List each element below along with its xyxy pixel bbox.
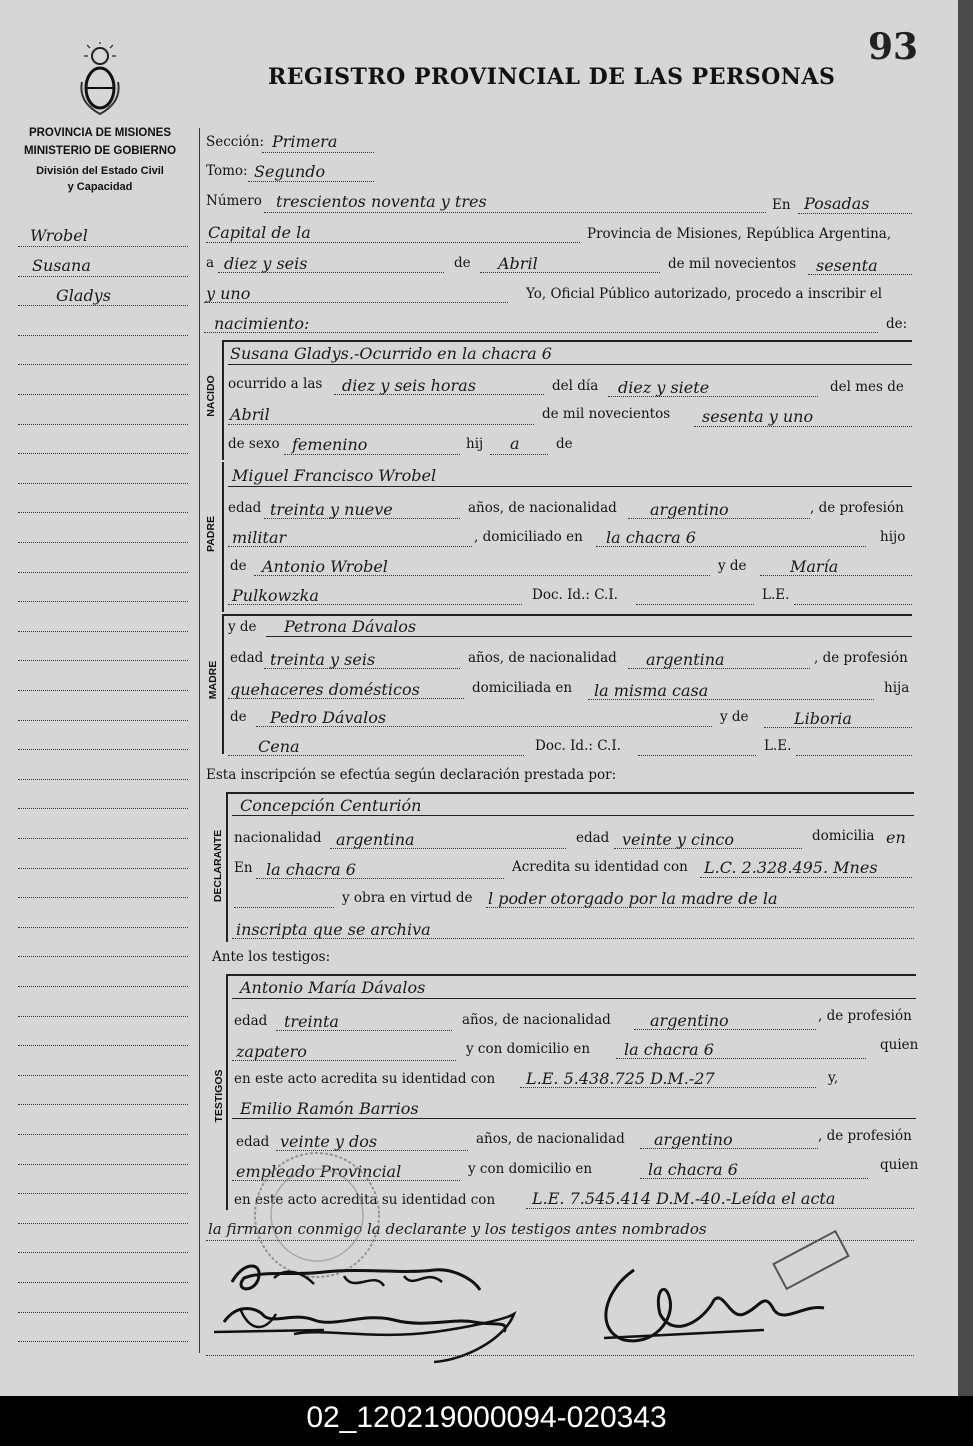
value-madre-nombre: Petrona Dávalos: [284, 617, 417, 636]
header-division: División del Estado Civil: [36, 165, 164, 177]
line: [700, 877, 912, 878]
value-madre-dom: la misma casa: [594, 681, 709, 700]
value-en: Posadas: [804, 194, 870, 213]
value-madre-madre2: Cena: [258, 737, 300, 756]
line: [228, 604, 522, 605]
label-obra: y obra en virtud de: [342, 890, 473, 906]
line: [796, 755, 912, 756]
line: [634, 1029, 816, 1030]
label-y-de-madre2: y de: [720, 709, 749, 725]
value-padre-nombre: Miguel Francisco Wrobel: [232, 466, 437, 485]
line: [640, 1148, 818, 1149]
label-de: de: [454, 255, 471, 271]
label-dom-t1: y con domicilio en: [466, 1041, 591, 1057]
value-t1-edad: treinta: [284, 1012, 339, 1031]
line: [614, 848, 802, 849]
line: [264, 668, 460, 669]
margin-line: [18, 1134, 188, 1135]
label-anios-madre: años, de nacionalidad: [468, 650, 617, 666]
line: [588, 699, 874, 700]
line: [480, 272, 660, 273]
label-acredita: Acredita su identidad con: [512, 859, 688, 875]
value-nacido-nombre: Susana Gladys.-Ocurrido en la chacra 6: [230, 344, 552, 363]
value-padre-madre2: Pulkowzka: [232, 586, 319, 605]
margin-first-name: Susana: [32, 256, 91, 275]
label-de-colon: de:: [886, 316, 908, 332]
label-de-madre-padre: de: [230, 709, 247, 725]
header-capacity: y Capacidad: [67, 181, 133, 193]
label-en: En: [772, 197, 791, 213]
value-decl-edad: veinte y cinco: [622, 830, 735, 849]
line: [232, 998, 916, 999]
header-province: PROVINCIA DE MISIONES: [28, 127, 172, 139]
line: [256, 726, 712, 727]
margin-line: [18, 1104, 188, 1105]
margin-line: [18, 720, 188, 721]
label-anios-t1: años, de nacionalidad: [462, 1012, 611, 1028]
margin-line: [18, 572, 188, 573]
line: [334, 394, 544, 395]
footer-code: 02_120219000094-020343: [0, 1396, 973, 1446]
line: [284, 454, 460, 455]
line: [206, 1355, 914, 1356]
margin-line: [18, 1045, 188, 1046]
margin-line: [18, 1312, 188, 1313]
label-hija: hija: [884, 680, 910, 696]
margin-line: [18, 1164, 188, 1165]
value-t1-prof: zapatero: [236, 1042, 307, 1061]
label-y-de-madre: y de: [228, 619, 257, 635]
line: [616, 1058, 866, 1059]
value-mes-nac: Abril: [230, 405, 270, 424]
label-numero: Número: [206, 193, 262, 209]
label-tomo: Tomo:: [206, 163, 248, 179]
page-edge: [958, 0, 973, 1396]
line: [794, 604, 912, 605]
line: [204, 332, 878, 333]
label-provincia: Provincia de Misiones, República Argentina,: [587, 226, 892, 242]
line: [234, 907, 334, 908]
line: [232, 815, 914, 816]
value-dia: diez y seis: [224, 254, 308, 273]
label-del-mes: del mes de: [830, 379, 904, 395]
label-del-dia: del día: [552, 378, 599, 394]
value-t2-prof: empleado Provincial: [236, 1162, 402, 1181]
line: [204, 302, 508, 303]
label-sexo: de sexo: [228, 436, 280, 452]
margin-line: [18, 779, 188, 780]
margin-line: [18, 276, 188, 277]
margin-line: [18, 1193, 188, 1194]
line: [638, 755, 756, 756]
line: [256, 878, 504, 879]
margin-line: [18, 601, 188, 602]
label-y-t1: y,: [828, 1070, 839, 1086]
label-seccion: Sección:: [206, 134, 265, 150]
line: [520, 1087, 816, 1088]
line: [248, 181, 374, 182]
line: [228, 486, 912, 487]
label-domiciliado: , domiciliado en: [474, 529, 583, 545]
label-de-padre-padre: de: [230, 558, 247, 574]
value-cierre: la firmaron conmigo la declarante y los testigos antes nombrados: [208, 1220, 707, 1238]
line: [206, 242, 580, 243]
label-yo: Yo, Oficial Público autorizado, procedo a inscribir el: [526, 286, 883, 302]
label-prof-t1: , de profesión: [818, 1008, 912, 1024]
line: [276, 1030, 452, 1031]
line: [232, 1060, 456, 1061]
label-acto-t1: en este acto acredita su identidad con: [234, 1071, 496, 1087]
value-dia-nac: diez y siete: [618, 378, 710, 397]
line: [264, 212, 766, 213]
margin-line: [18, 542, 188, 543]
header-ministry: MINISTERIO DE GOBIERNO: [23, 145, 177, 157]
label-inscripcion: Esta inscripción se efectúa según declaración prestada por:: [206, 767, 617, 783]
margin-line: [18, 838, 188, 839]
margin-line: [18, 364, 188, 365]
value-decl-id: L.C. 2.328.495. Mnes: [704, 858, 878, 877]
line: [232, 1118, 916, 1119]
value-madre-padre: Pedro Dávalos: [270, 708, 387, 727]
signatures-icon: [204, 1250, 924, 1370]
line: [764, 727, 912, 728]
value-decl-dom-a: en: [886, 828, 906, 847]
margin-line: [18, 335, 188, 336]
margin-line: [18, 483, 188, 484]
line: [228, 364, 912, 365]
margin-line: [18, 394, 188, 395]
label-prof-padre: , de profesión: [810, 500, 904, 516]
margin-line: [18, 246, 188, 247]
label-prof-madre: , de profesión: [814, 650, 908, 666]
label-ante: Ante los testigos:: [212, 949, 331, 965]
value-sexo: femenino: [292, 435, 368, 454]
line: [330, 848, 566, 849]
label-y-de-padre: y de: [718, 558, 747, 574]
label-en-decl: En: [234, 860, 253, 876]
line: [218, 272, 444, 273]
value-madre-madre: Liboria: [794, 709, 852, 728]
value-numero: trescientos noventa y tres: [276, 192, 487, 211]
margin-line: [18, 808, 188, 809]
label-anios-padre: años, de nacionalidad: [468, 500, 617, 516]
section-label-testigos: TESTIGOS: [213, 1069, 225, 1123]
section-label-declarante: DECLARANTE: [212, 829, 224, 903]
line: [228, 424, 534, 425]
value-madre-nac: argentina: [646, 650, 725, 669]
page-number: 93: [868, 26, 919, 68]
section-label-nacido: NACIDO: [205, 375, 217, 417]
line: [596, 546, 866, 547]
value-hij-suffix: a: [510, 434, 520, 453]
label-domicilia: domicilia: [812, 828, 875, 844]
margin-line: [18, 986, 188, 987]
value-tomo: Segundo: [254, 162, 326, 181]
label-nacionalidad-decl: nacionalidad: [234, 830, 322, 846]
margin-line: [18, 1341, 188, 1342]
label-edad-t2: edad: [236, 1134, 270, 1150]
margin-line: [18, 660, 188, 661]
value-t2-nac: argentino: [654, 1130, 733, 1149]
value-decl-nac: argentina: [336, 830, 415, 849]
margin-line: [18, 868, 188, 869]
label-doc-padre: Doc. Id.: C.I.: [532, 587, 618, 603]
section-top-rule: [226, 792, 914, 794]
margin-line: [18, 631, 188, 632]
margin-line: [18, 1282, 188, 1283]
value-decl-poder: l poder otorgado por la madre de la: [488, 889, 778, 908]
label-prof-t2: , de profesión: [818, 1128, 912, 1144]
margin-line: [18, 956, 188, 957]
value-padre-edad: treinta y nueve: [270, 500, 393, 519]
value-t1-id: L.E. 5.438.725 D.M.-27: [526, 1069, 715, 1088]
line: [262, 152, 374, 153]
value-t1-nombre: Antonio María Dávalos: [240, 978, 426, 997]
value-hora: diez y seis horas: [342, 376, 476, 395]
label-le-madre: L.E.: [764, 738, 792, 754]
label-dom-t2: y con domicilio en: [468, 1161, 593, 1177]
value-anio2: y uno: [206, 284, 251, 303]
section-rule: [226, 792, 228, 942]
label-edad-madre: edad: [230, 650, 264, 666]
line: [760, 575, 912, 576]
line: [264, 518, 460, 519]
margin-line: [18, 690, 188, 691]
line: [694, 426, 912, 427]
label-quien-t2: quien: [880, 1157, 919, 1173]
line: [628, 668, 810, 669]
label-le-padre: L.E.: [762, 587, 790, 603]
section-top-rule: [222, 340, 912, 342]
label-de-mil: de mil novecientos: [668, 256, 797, 272]
margin-line: [18, 1252, 188, 1253]
value-acto: nacimiento:: [214, 314, 310, 333]
value-mes: Abril: [498, 254, 538, 273]
value-t2-dom: la chacra 6: [648, 1160, 738, 1179]
line: [640, 1178, 868, 1179]
margin-line: [18, 512, 188, 513]
margin-line: [18, 1223, 188, 1224]
label-acto-t2: en este acto acredita su identidad con: [234, 1192, 496, 1208]
line: [266, 636, 912, 637]
line: [254, 575, 710, 576]
margin-line: [18, 1075, 188, 1076]
section-rule: [222, 462, 224, 612]
value-madre-prof: quehaceres domésticos: [230, 680, 420, 699]
line: [490, 454, 548, 455]
label-de-padres: de: [556, 436, 573, 452]
margin-line: [18, 749, 188, 750]
value-t2-nombre: Emilio Ramón Barrios: [240, 1099, 419, 1118]
margin-surname: Wrobel: [30, 226, 88, 245]
margin-line: [18, 897, 188, 898]
value-decl-poder2: inscripta que se archiva: [236, 920, 431, 939]
line: [608, 396, 818, 397]
label-anios-t2: años, de nacionalidad: [476, 1131, 625, 1147]
label-quien-t1: quien: [880, 1037, 919, 1053]
label-edad-padre: edad: [228, 500, 262, 516]
value-seccion: Primera: [272, 132, 338, 151]
value-padre-madre: María: [790, 557, 839, 576]
margin-line: [18, 305, 188, 306]
margin-line: [18, 1016, 188, 1017]
section-label-padre: PADRE: [205, 516, 217, 552]
value-t1-dom: la chacra 6: [624, 1040, 714, 1059]
value-t2-edad: veinte y dos: [280, 1132, 378, 1151]
label-edad-t1: edad: [234, 1013, 268, 1029]
label-hijo: hijo: [880, 529, 906, 545]
line: [228, 546, 472, 547]
value-anio: sesenta: [816, 256, 878, 275]
section-rule: [222, 614, 224, 754]
label-ocurrido: ocurrido a las: [228, 376, 323, 392]
line: [636, 604, 754, 605]
label-hij: hij: [466, 436, 484, 452]
value-madre-edad: treinta y seis: [270, 650, 376, 669]
line: [228, 698, 464, 699]
label-doc-madre: Doc. Id.: C.I.: [535, 738, 621, 754]
value-decl-dom: la chacra 6: [266, 860, 356, 879]
value-t1-nac: argentino: [650, 1011, 729, 1030]
label-de-mil2: de mil novecientos: [542, 406, 671, 422]
coat-of-arms-icon: [78, 42, 122, 116]
margin-second-name: Gladys: [56, 286, 111, 305]
line: [228, 755, 524, 756]
line: [628, 518, 810, 519]
label-edad-decl: edad: [576, 830, 610, 846]
value-decl-nombre: Concepción Centurión: [240, 796, 422, 815]
line: [486, 907, 914, 908]
section-top-rule: [226, 974, 916, 976]
label-domiciliada: domiciliada en: [472, 680, 573, 696]
margin-rule: [199, 128, 200, 1353]
line: [808, 274, 912, 275]
value-padre-padre: Antonio Wrobel: [262, 557, 388, 576]
section-label-madre: MADRE: [207, 660, 219, 700]
value-padre-dom: la chacra 6: [606, 528, 696, 547]
margin-line: [18, 424, 188, 425]
section-rule: [222, 340, 224, 460]
line: [232, 938, 914, 939]
page-title: REGISTRO PROVINCIAL DE LAS PERSONAS: [268, 64, 836, 90]
value-padre-nac: argentino: [650, 500, 729, 519]
value-padre-prof: militar: [232, 528, 287, 547]
value-t2-id: L.E. 7.545.414 D.M.-40.-Leída el acta: [532, 1189, 836, 1208]
margin-line: [18, 453, 188, 454]
margin-line: [18, 927, 188, 928]
value-capital: Capital de la: [208, 223, 311, 242]
line: [526, 1208, 914, 1209]
line: [798, 213, 912, 214]
section-top-rule: [222, 614, 912, 616]
value-anio-nac: sesenta y uno: [702, 407, 814, 426]
label-a: a: [206, 255, 215, 271]
